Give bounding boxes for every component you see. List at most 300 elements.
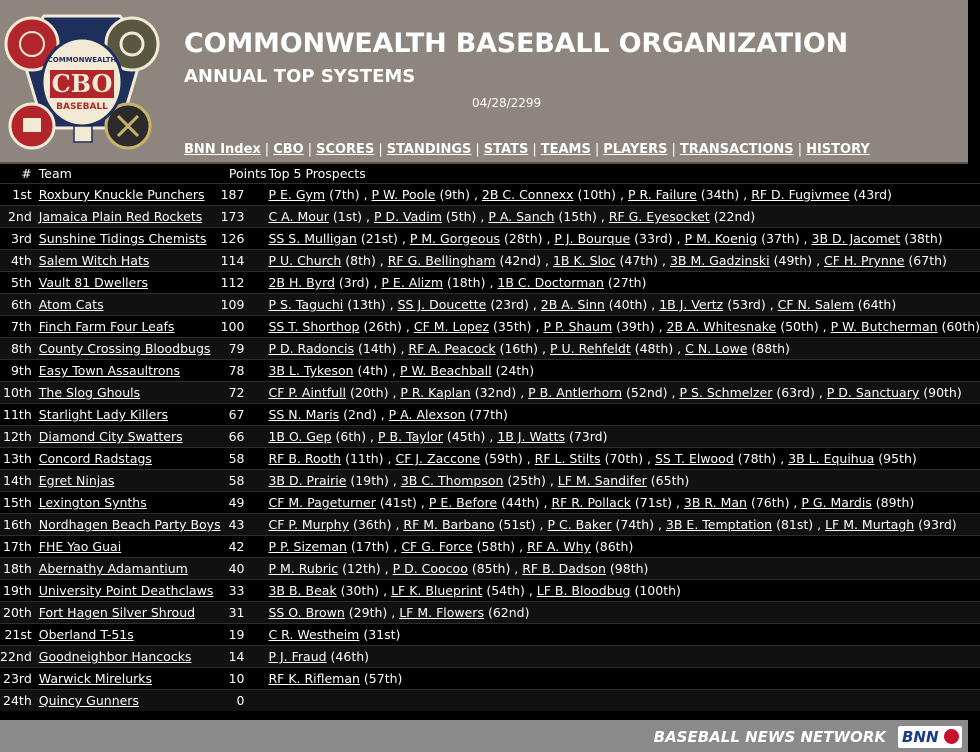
prospect-link[interactable]: CF P. Aintfull xyxy=(268,385,347,400)
prospect-link[interactable]: RF L. Stilts xyxy=(534,451,601,466)
prospect-link[interactable]: LF M. Murtagh xyxy=(825,517,915,532)
prospect-separator: , xyxy=(401,319,414,334)
prospect-link[interactable]: RF B. Dadson xyxy=(522,561,606,576)
table-row xyxy=(0,184,980,206)
prospect-link[interactable]: LF B. Bloodbug xyxy=(536,583,631,598)
nav-separator: | xyxy=(594,142,600,157)
prospect-link[interactable]: P S. Taguchi xyxy=(268,297,344,312)
prospect-link[interactable]: P D. Vadim xyxy=(373,209,442,224)
prospect-link[interactable]: LF K. Blueprint xyxy=(391,583,483,598)
rank-cell: 5th xyxy=(0,272,39,294)
prospect-link[interactable]: CF N. Salem xyxy=(777,297,854,312)
rank-cell: 1st xyxy=(0,184,39,206)
prospect-rank: (98th) xyxy=(605,561,649,576)
prospects-cell xyxy=(268,470,980,492)
prospect-link[interactable]: LF M. Flowers xyxy=(399,605,484,620)
prospect-separator: , xyxy=(469,187,482,202)
points-cell: 40 xyxy=(221,558,269,580)
prospect-link[interactable]: 1B O. Gep xyxy=(268,429,332,444)
team-link[interactable]: Jamaica Plain Red Rockets xyxy=(38,209,203,224)
team-cell xyxy=(39,360,221,382)
prospect-rank: (4th) xyxy=(353,363,389,378)
table-row xyxy=(0,426,980,448)
points-cell: 173 xyxy=(221,206,269,228)
prospect-separator: , xyxy=(388,385,401,400)
prospect-rank: (21st) xyxy=(356,231,398,246)
prospect-link[interactable]: RF A. Peacock xyxy=(408,341,496,356)
prospect-rank: (19th) xyxy=(346,473,389,488)
prospects-cell xyxy=(268,668,980,690)
prospect-separator: , xyxy=(776,451,789,466)
team-cell xyxy=(39,580,221,602)
prospect-rank: (86th) xyxy=(590,539,634,554)
prospects-cell xyxy=(268,492,980,514)
nav-link-teams[interactable]: TEAMS xyxy=(540,142,591,157)
prospect-link[interactable]: SS N. Maris xyxy=(268,407,340,422)
prospect-rank: (17th) xyxy=(346,539,390,554)
prospect-link[interactable]: RF G. Eyesocket xyxy=(608,209,710,224)
team-cell xyxy=(39,448,221,470)
table-row xyxy=(0,668,980,690)
prospect-link[interactable]: RF G. Bellingham xyxy=(387,253,496,268)
team-cell xyxy=(39,272,221,294)
prospect-rank: (31st) xyxy=(359,627,401,642)
prospect-link[interactable]: CF H. Prynne xyxy=(824,253,905,268)
points-cell: 78 xyxy=(221,360,269,382)
team-link[interactable]: Diamond City Swatters xyxy=(38,429,183,444)
prospect-rank: (40th) xyxy=(604,297,648,312)
prospect-separator: , xyxy=(667,385,680,400)
prospect-rank: (44th) xyxy=(497,495,540,510)
prospect-link[interactable]: RF B. Rooth xyxy=(268,451,342,466)
prospect-rank: (88th) xyxy=(747,341,790,356)
team-link[interactable]: The Slog Ghouls xyxy=(38,385,141,400)
table-row xyxy=(0,206,980,228)
prospect-rank: (30th) xyxy=(336,583,380,598)
team-cell xyxy=(39,624,221,646)
prospect-link[interactable]: RF D. Fugivmee xyxy=(751,187,850,202)
prospect-link[interactable]: 3B M. Gadzinski xyxy=(669,253,770,268)
prospect-rank: (34th) xyxy=(696,187,740,202)
prospect-separator: , xyxy=(383,451,396,466)
prospect-link[interactable]: P G. Mardis xyxy=(801,495,872,510)
points-cell: 10 xyxy=(221,668,269,690)
prospect-rank: (93rd) xyxy=(914,517,957,532)
prospect-link[interactable]: P P. Sizeman xyxy=(268,539,347,554)
rank-cell: 12th xyxy=(0,426,39,448)
rank-cell: 17th xyxy=(0,536,39,558)
team-link[interactable]: Sunshine Tidings Chemists xyxy=(38,231,207,246)
prospect-link[interactable]: 1B J. Watts xyxy=(497,429,565,444)
prospect-separator: , xyxy=(397,231,410,246)
nav-link-stats[interactable]: STATS xyxy=(483,142,529,157)
logo-top-text: COMMONWEALTH xyxy=(47,56,117,64)
team-link[interactable]: Warwick Mirelurks xyxy=(38,671,153,686)
points-cell: 42 xyxy=(221,536,269,558)
nav-link-standings[interactable]: STANDINGS xyxy=(386,142,472,157)
table-row xyxy=(0,492,980,514)
prospect-link[interactable]: 2B H. Byrd xyxy=(268,275,335,290)
points-cell: 114 xyxy=(221,250,269,272)
team-link[interactable]: Nordhagen Beach Party Boys xyxy=(38,517,221,532)
rank-cell: 20th xyxy=(0,602,39,624)
prospect-link[interactable]: P B. Antlerhorn xyxy=(528,385,623,400)
team-link[interactable]: Starlight Lady Killers xyxy=(38,407,168,422)
nav-link-cbo[interactable]: CBO xyxy=(273,142,304,157)
prospect-separator: , xyxy=(658,253,670,268)
prospect-rank: (58th) xyxy=(472,539,516,554)
team-link[interactable]: Abernathy Adamantium xyxy=(38,561,188,576)
points-cell: 79 xyxy=(221,338,269,360)
prospect-link[interactable]: P C. Baker xyxy=(547,517,612,532)
rank-cell: 16th xyxy=(0,514,39,536)
prospect-link[interactable]: P M. Koenig xyxy=(684,231,758,246)
team-link[interactable]: Goodneighbor Hancocks xyxy=(38,649,192,664)
prospects-cell xyxy=(268,250,980,272)
team-cell xyxy=(39,184,221,206)
team-link[interactable]: Quincy Gunners xyxy=(38,693,139,708)
team-link[interactable]: Salem Witch Hats xyxy=(38,253,150,268)
prospect-separator: , xyxy=(389,539,402,554)
prospect-rank: (3rd) xyxy=(334,275,370,290)
points-cell: 112 xyxy=(221,272,269,294)
team-link[interactable]: County Crossing Bloodbugs xyxy=(38,341,211,356)
prospect-rank: (100th) xyxy=(630,583,681,598)
prospect-link[interactable]: P W. Beachball xyxy=(399,363,492,378)
prospect-link[interactable]: P E. Before xyxy=(428,495,498,510)
prospect-separator: , xyxy=(765,297,778,312)
prospect-link[interactable]: 2B C. Connexx xyxy=(481,187,574,202)
prospect-link[interactable]: 3B R. Man xyxy=(683,495,747,510)
nav-separator: | xyxy=(532,142,537,157)
nav-link-scores[interactable]: SCORES xyxy=(316,142,375,157)
prospects-cell xyxy=(268,580,980,602)
prospect-rank: (35th) xyxy=(489,319,532,334)
prospect-link[interactable]: SS J. Doucette xyxy=(397,297,487,312)
prospect-link[interactable]: CF J. Zaccone xyxy=(395,451,481,466)
header xyxy=(0,0,968,164)
prospect-rank: (43rd) xyxy=(849,187,892,202)
prospect-link[interactable]: P E. Gym xyxy=(268,187,326,202)
prospect-link[interactable]: 1B J. Vertz xyxy=(659,297,724,312)
prospect-link[interactable]: SS T. Shorthop xyxy=(268,319,360,334)
prospect-separator: , xyxy=(539,495,552,510)
prospect-rank: (20th) xyxy=(346,385,389,400)
prospect-separator: , xyxy=(396,341,409,356)
prospect-separator: , xyxy=(812,253,825,268)
team-link[interactable]: FHE Yao Guai xyxy=(38,539,122,554)
bnn-logo[interactable] xyxy=(898,726,962,748)
points-cell: 67 xyxy=(221,404,269,426)
prospect-rank: (47th) xyxy=(615,253,659,268)
prospects-cell xyxy=(268,360,980,382)
prospect-rank: (73rd) xyxy=(564,429,608,444)
prospect-link[interactable]: 3B L. Equihua xyxy=(788,451,875,466)
points-cell: 33 xyxy=(221,580,269,602)
prospects-cell xyxy=(268,602,980,624)
rank-cell: 13th xyxy=(0,448,39,470)
table-row xyxy=(0,228,980,250)
prospect-rank: (39th) xyxy=(612,319,655,334)
team-link[interactable]: University Point Deathclaws xyxy=(38,583,214,598)
rank-cell: 18th xyxy=(0,558,39,580)
prospect-separator: , xyxy=(391,517,404,532)
prospect-rank: (26th) xyxy=(359,319,402,334)
prospect-link[interactable]: P M. Rubric xyxy=(268,561,339,576)
prospect-separator: , xyxy=(672,231,685,246)
nav-separator: | xyxy=(475,142,480,157)
prospect-link[interactable]: 3B D. Jacomet xyxy=(811,231,901,246)
prospect-link[interactable]: P J. Fraud xyxy=(268,649,327,664)
points-cell: 43 xyxy=(221,514,269,536)
prospect-link[interactable]: P R. Kaplan xyxy=(400,385,471,400)
prospect-rank: (85th) xyxy=(467,561,511,576)
table-row xyxy=(0,250,980,272)
table-row xyxy=(0,404,980,426)
prospects-cell xyxy=(268,184,980,206)
prospect-link[interactable]: 3B D. Prairie xyxy=(268,473,347,488)
table-row xyxy=(0,338,980,360)
prospect-separator: , xyxy=(531,319,544,334)
prospect-separator: , xyxy=(813,517,826,532)
prospect-link[interactable]: P J. Bourque xyxy=(554,231,631,246)
prospect-link[interactable]: P A. Sanch xyxy=(488,209,555,224)
prospect-link[interactable]: P P. Shaum xyxy=(543,319,613,334)
team-link[interactable]: Roxbury Knuckle Punchers xyxy=(38,187,205,202)
prospects-cell xyxy=(268,404,980,426)
rank-cell: 8th xyxy=(0,338,39,360)
prospect-link[interactable]: 3B C. Thompson xyxy=(400,473,504,488)
prospect-link[interactable]: P U. Church xyxy=(268,253,342,268)
baseball-icon xyxy=(944,729,959,744)
prospect-link[interactable]: P B. Taylor xyxy=(378,429,443,444)
prospect-separator: , xyxy=(541,253,553,268)
prospect-rank: (78th) xyxy=(733,451,777,466)
points-cell: 58 xyxy=(221,470,269,492)
rank-cell: 3rd xyxy=(0,228,39,250)
prospect-rank: (74th) xyxy=(611,517,654,532)
prospect-rank: (60th) xyxy=(937,319,980,334)
team-link[interactable]: Fort Hagen Silver Shroud xyxy=(38,605,196,620)
column-header-team: Team xyxy=(38,165,72,181)
prospect-link[interactable]: 3B B. Beak xyxy=(268,583,337,598)
team-cell xyxy=(39,646,221,668)
rank-cell: 23rd xyxy=(0,668,39,690)
prospect-rank: (11th) xyxy=(341,451,384,466)
nav-link-bnn-index[interactable]: BNN Index xyxy=(184,142,261,157)
prospect-link[interactable]: 3B E. Temptation xyxy=(665,517,773,532)
prospect-rank: (52nd) xyxy=(622,385,668,400)
team-cell xyxy=(39,294,221,316)
prospect-link[interactable]: C R. Westheim xyxy=(268,627,360,642)
rank-cell: 6th xyxy=(0,294,39,316)
prospect-link[interactable]: SS O. Brown xyxy=(268,605,345,620)
team-cell xyxy=(39,558,221,580)
prospect-link[interactable]: P U. Rehfeldt xyxy=(549,341,631,356)
nav-separator: | xyxy=(307,142,313,157)
prospect-link[interactable]: CF M. Pageturner xyxy=(268,495,376,510)
prospect-separator: , xyxy=(799,231,812,246)
page-date: 04/28/2299 xyxy=(472,96,542,110)
team-cell xyxy=(39,690,221,712)
table-row xyxy=(0,558,980,580)
prospect-separator: , xyxy=(388,363,400,378)
prospect-link[interactable]: 2B A. Sinn xyxy=(540,297,605,312)
prospect-link[interactable]: LF M. Sandifer xyxy=(557,473,647,488)
table-row xyxy=(0,624,980,646)
team-link[interactable]: Lexington Synths xyxy=(38,495,147,510)
cbo-logo xyxy=(4,8,160,148)
prospects-cell xyxy=(268,536,980,558)
prospect-separator: , xyxy=(385,297,398,312)
prospect-separator: , xyxy=(535,517,548,532)
prospect-rank: (28th) xyxy=(500,231,543,246)
prospect-link[interactable]: P M. Gorgeous xyxy=(409,231,501,246)
points-cell: 100 xyxy=(221,316,269,338)
prospect-rank: (37th) xyxy=(757,231,800,246)
prospect-link[interactable]: P E. Alizm xyxy=(381,275,443,290)
prospect-link[interactable]: RF A. Why xyxy=(527,539,591,554)
prospect-separator: , xyxy=(673,341,686,356)
column-header-prospects: Top 5 Prospects xyxy=(268,165,366,181)
table-row xyxy=(0,536,980,558)
nav-link-history[interactable]: HISTORY xyxy=(806,142,870,157)
table-row xyxy=(0,448,980,470)
prospect-rank: (36th) xyxy=(349,517,392,532)
points-cell: 187 xyxy=(221,184,269,206)
prospect-separator: , xyxy=(789,495,802,510)
prospect-link[interactable]: P D. Radoncis xyxy=(268,341,354,356)
prospect-rank: (33rd) xyxy=(630,231,673,246)
team-cell xyxy=(39,228,221,250)
prospect-rank: (42nd) xyxy=(495,253,542,268)
prospect-rank: (54th) xyxy=(482,583,525,598)
prospect-link[interactable]: SS T. Elwood xyxy=(655,451,734,466)
table-row xyxy=(0,602,980,624)
prospect-link[interactable]: 2B A. Whitesnake xyxy=(666,319,777,334)
prospect-rank: (8th) xyxy=(341,253,376,268)
prospect-link[interactable]: 1B K. Sloc xyxy=(552,253,616,268)
prospect-link[interactable]: P S. Schmelzer xyxy=(679,385,773,400)
prospect-separator: , xyxy=(545,473,558,488)
nav-link-transactions[interactable]: TRANSACTIONS xyxy=(679,142,794,157)
table-row xyxy=(0,690,980,712)
table-body xyxy=(0,184,980,712)
points-cell: 19 xyxy=(221,624,269,646)
prospect-link[interactable]: P W. Butcherman xyxy=(830,319,938,334)
prospect-link[interactable]: RF K. Rifleman xyxy=(268,671,360,686)
prospect-rank: (27th) xyxy=(603,275,647,290)
prospect-link[interactable]: SS S. Mulligan xyxy=(268,231,357,246)
prospect-rank: (29th) xyxy=(344,605,388,620)
prospects-cell xyxy=(268,646,980,668)
team-cell xyxy=(39,382,221,404)
prospect-rank: (81st) xyxy=(772,517,814,532)
prospect-separator: , xyxy=(654,319,667,334)
rank-cell: 2nd xyxy=(0,206,39,228)
prospect-rank: (89th) xyxy=(871,495,915,510)
prospect-link[interactable]: C N. Lowe xyxy=(685,341,748,356)
nav-separator: | xyxy=(378,142,383,157)
team-link[interactable]: Vault 81 Dwellers xyxy=(38,275,148,290)
logo-center-text: CBO xyxy=(51,69,113,98)
prospect-rank: (59th) xyxy=(480,451,523,466)
prospect-link[interactable]: P D. Coocoo xyxy=(392,561,468,576)
team-link[interactable]: Concord Radstags xyxy=(38,451,152,466)
prospect-rank: (10th) xyxy=(573,187,617,202)
rank-cell: 9th xyxy=(0,360,39,382)
team-link[interactable]: Finch Farm Four Leafs xyxy=(38,319,175,334)
rank-cell: 21st xyxy=(0,624,39,646)
prospect-link[interactable]: RF M. Barbano xyxy=(403,517,495,532)
team-cell xyxy=(39,426,221,448)
top-systems-table-wrapper xyxy=(0,163,980,711)
prospect-rank: (16th) xyxy=(495,341,539,356)
prospect-separator: , xyxy=(739,187,752,202)
points-cell: 49 xyxy=(221,492,269,514)
prospect-separator: , xyxy=(388,473,401,488)
prospect-separator: , xyxy=(379,583,392,598)
prospect-link[interactable]: C A. Mour xyxy=(268,209,329,224)
prospect-rank: (23rd) xyxy=(486,297,529,312)
prospect-rank: (49th) xyxy=(769,253,813,268)
table-row xyxy=(0,580,980,602)
prospect-link[interactable]: P D. Sanctuary xyxy=(826,385,920,400)
footer xyxy=(0,720,968,752)
prospect-link[interactable]: CF G. Force xyxy=(401,539,473,554)
prospect-separator: , xyxy=(485,275,498,290)
prospect-link[interactable]: P R. Failure xyxy=(627,187,697,202)
prospect-rank: (76th) xyxy=(746,495,790,510)
prospect-link[interactable]: CF P. Murphy xyxy=(268,517,349,532)
prospect-link[interactable]: P A. Alexson xyxy=(388,407,466,422)
prospect-rank: (12th) xyxy=(338,561,381,576)
nav-separator: | xyxy=(264,142,270,157)
prospect-separator: , xyxy=(616,187,628,202)
prospect-rank: (6th) xyxy=(331,429,367,444)
prospect-separator: , xyxy=(515,539,528,554)
team-link[interactable]: Egret Ninjas xyxy=(38,473,115,488)
prospect-link[interactable]: CF M. Lopez xyxy=(413,319,490,334)
team-link[interactable]: Easy Town Assaultrons xyxy=(38,363,180,378)
prospect-rank: (24th) xyxy=(491,363,535,378)
team-cell xyxy=(39,404,221,426)
prospect-rank: (95th) xyxy=(874,451,917,466)
nav-link-players[interactable]: PLAYERS xyxy=(603,142,668,157)
prospects-cell xyxy=(268,206,980,228)
prospect-rank: (51st) xyxy=(494,517,536,532)
table-row xyxy=(0,646,980,668)
prospect-rank: (62nd) xyxy=(483,605,530,620)
team-link[interactable]: Oberland T-51s xyxy=(38,627,134,642)
prospect-link[interactable]: 3B L. Tykeson xyxy=(268,363,354,378)
table-row xyxy=(0,470,980,492)
team-cell xyxy=(39,668,221,690)
prospect-link[interactable]: 1B C. Doctorman xyxy=(497,275,604,290)
team-link[interactable]: Atom Cats xyxy=(38,297,104,312)
prospect-link[interactable]: RF R. Pollack xyxy=(551,495,631,510)
prospect-separator: , xyxy=(522,451,535,466)
prospect-rank: (2nd) xyxy=(339,407,377,422)
nav-separator: | xyxy=(797,142,803,157)
prospect-separator: , xyxy=(516,385,529,400)
team-cell xyxy=(39,536,221,558)
team-cell xyxy=(39,470,221,492)
prospect-separator: , xyxy=(366,429,378,444)
footer-network-name: BASEBALL NEWS NETWORK xyxy=(653,728,886,746)
table-row xyxy=(0,360,980,382)
prospect-link[interactable]: P W. Poole xyxy=(371,187,436,202)
